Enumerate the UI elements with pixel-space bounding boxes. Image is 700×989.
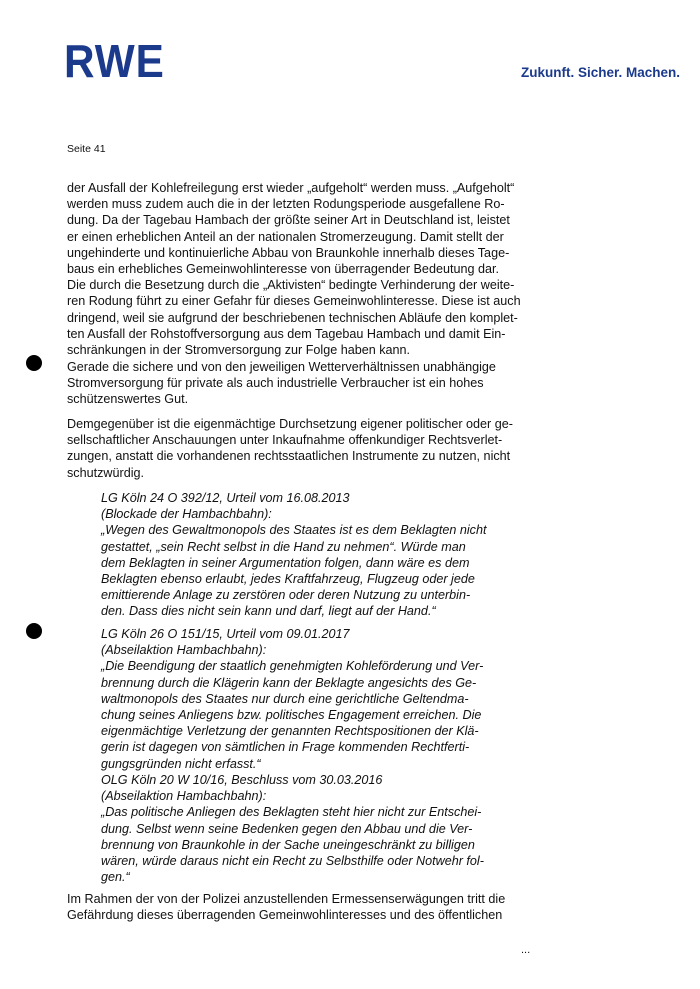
quote-line: „Wegen des Gewaltmonopols des Staates ist es dem Beklagten nicht bbox=[101, 523, 487, 538]
text-line: Stromversorgung für private als auch industrielle Verbraucher ist ein hohes bbox=[67, 376, 484, 391]
quote-line: Beklagten ebenso erlaubt, jedes Kraftfahrzeug, Flugzeug oder jede bbox=[101, 572, 475, 587]
quote-line: chung seines Anliegens bzw. politisches Engagement erreichen. Die bbox=[101, 708, 482, 723]
quote-line: gerin ist dagegen von sämtlichen in Frage kommenden Rechtferti- bbox=[101, 740, 470, 755]
quote-line: gungsgründen nicht erfasst.“ bbox=[101, 756, 261, 771]
text-line: Gerade die sichere und von den jeweiligen Wetterverhältnissen unabhängige bbox=[67, 360, 496, 374]
punch-hole-mark bbox=[26, 355, 42, 371]
text-line: baus ein erhebliches Gemeinwohlinteresse von überragender Bedeutung dar. bbox=[67, 262, 499, 277]
paragraph-3 bbox=[67, 416, 537, 481]
text-line: er einen erheblichen Anteil an der nationalen Stromerzeugung. Damit stellt der bbox=[67, 229, 504, 244]
quote-line: gen.“ bbox=[101, 870, 130, 885]
quote-line: dung. Selbst wenn seine Bedenken gegen den Abbau und die Ver- bbox=[101, 821, 473, 836]
text-line: ren Rodung führt zu einer Gefahr für dieses Gemeinwohlinteresse. Diese ist auch bbox=[67, 294, 521, 309]
text-line: dringend, weil sie aufgrund der beschriebenen technischen Abläufe den komplet- bbox=[67, 310, 518, 325]
text-line: der Ausfall der Kohlefreilegung erst wieder „aufgeholt“ werden muss. „Aufgeholt“ bbox=[67, 181, 515, 195]
citation: LG Köln 24 O 392/12, Urteil vom 16.08.2013 bbox=[101, 491, 350, 505]
quote-line: dem Beklagten in seiner Argumentation folgen, dann wäre es dem bbox=[101, 555, 470, 570]
quote-line: brennung durch die Klägerin kann der Beklagte angesichts des Ge- bbox=[101, 675, 477, 690]
court-quote-1 bbox=[101, 490, 501, 620]
quote-line: gestattet, „sein Recht selbst in die Hand zu nehmen“. Würde man bbox=[101, 539, 466, 554]
quote-line: brennung von Braunkohle in der Sache uneingeschränkt zu billigen bbox=[101, 837, 475, 852]
paragraph-4 bbox=[67, 891, 537, 923]
tagline: Zukunft. Sicher. Machen. bbox=[520, 65, 680, 80]
case-note: (Abseilaktion Hambachbahn): bbox=[101, 789, 267, 804]
quote-line: eigenmächtige Verletzung der genannten Rechtspositionen der Klä- bbox=[101, 724, 479, 739]
court-quote-2 bbox=[101, 626, 501, 772]
quote-line: emittierende Anlage zu zerstören oder deren Nutzung zu unterbin- bbox=[101, 588, 471, 603]
page-number: Seite 41 bbox=[67, 143, 106, 155]
punch-hole-mark bbox=[26, 623, 42, 639]
rwe-logo: RWE bbox=[64, 35, 165, 87]
case-note: (Blockade der Hambachbahn): bbox=[101, 507, 272, 522]
quote-line: waltmonopols des Staates nur durch eine gerichtliche Geltendma- bbox=[101, 691, 469, 706]
text-line: schützenswertes Gut. bbox=[67, 392, 189, 407]
text-line: sellschaftlicher Anschauungen unter Inkaufnahme offenkundiger Rechtsverlet- bbox=[67, 433, 503, 448]
text-line: schränkungen in der Stromversorgung zur Folge haben kann. bbox=[67, 343, 411, 358]
paragraph-2 bbox=[67, 359, 537, 408]
text-line: dung. Da der Tagebau Hambach der größte seiner Art in Deutschland ist, leistet bbox=[67, 213, 510, 228]
text-line: schutzwürdig. bbox=[67, 465, 144, 480]
text-line: ten Ausfall der Rohstoffversorgung aus dem Tagebau Hambach und damit Ein- bbox=[67, 326, 506, 341]
text-line: Gefährdung dieses überragenden Gemeinwohlinteresses und des öffentlichen bbox=[67, 908, 503, 923]
quote-line: „Die Beendigung der staatlich genehmigten Kohleförderung und Ver- bbox=[101, 659, 484, 674]
text-line: ungehinderte und kontinuierliche Abbau von Braunkohle innerhalb dieses Tage- bbox=[67, 245, 510, 260]
quote-line: „Das politische Anliegen des Beklagten steht hier nicht zur Entschei- bbox=[101, 805, 482, 820]
quote-line: wären, würde daraus nicht ein Recht zu Selbsthilfe oder Notwehr fol- bbox=[101, 854, 484, 869]
text-line: Im Rahmen der von der Polizei anzustellenden Ermessenserwägungen tritt die bbox=[67, 892, 506, 906]
paragraph-1 bbox=[67, 180, 537, 358]
text-line: werden muss zudem auch die in der letzten Rodungsperiode ausgefallene Ro- bbox=[67, 197, 505, 212]
text-line: Demgegenüber ist die eigenmächtige Durchsetzung eigener politischer oder ge- bbox=[67, 417, 513, 431]
continuation-mark: ... bbox=[521, 944, 531, 956]
case-note: (Abseilaktion Hambachbahn): bbox=[101, 643, 267, 658]
quote-line: den. Dass dies nicht sein kann und darf, liegt auf der Hand.“ bbox=[101, 604, 436, 619]
citation: LG Köln 26 O 151/15, Urteil vom 09.01.2017 bbox=[101, 627, 350, 641]
text-line: Die durch die Besetzung durch die „Aktivisten“ bedingte Verhinderung der weite- bbox=[67, 278, 515, 293]
text-line: zungen, anstatt die vorhandenen rechtsstaatlichen Instrumente zu nutzen, nicht bbox=[67, 449, 511, 464]
court-quote-3 bbox=[101, 772, 501, 885]
citation: OLG Köln 20 W 10/16, Beschluss vom 30.03.2016 bbox=[101, 773, 383, 787]
